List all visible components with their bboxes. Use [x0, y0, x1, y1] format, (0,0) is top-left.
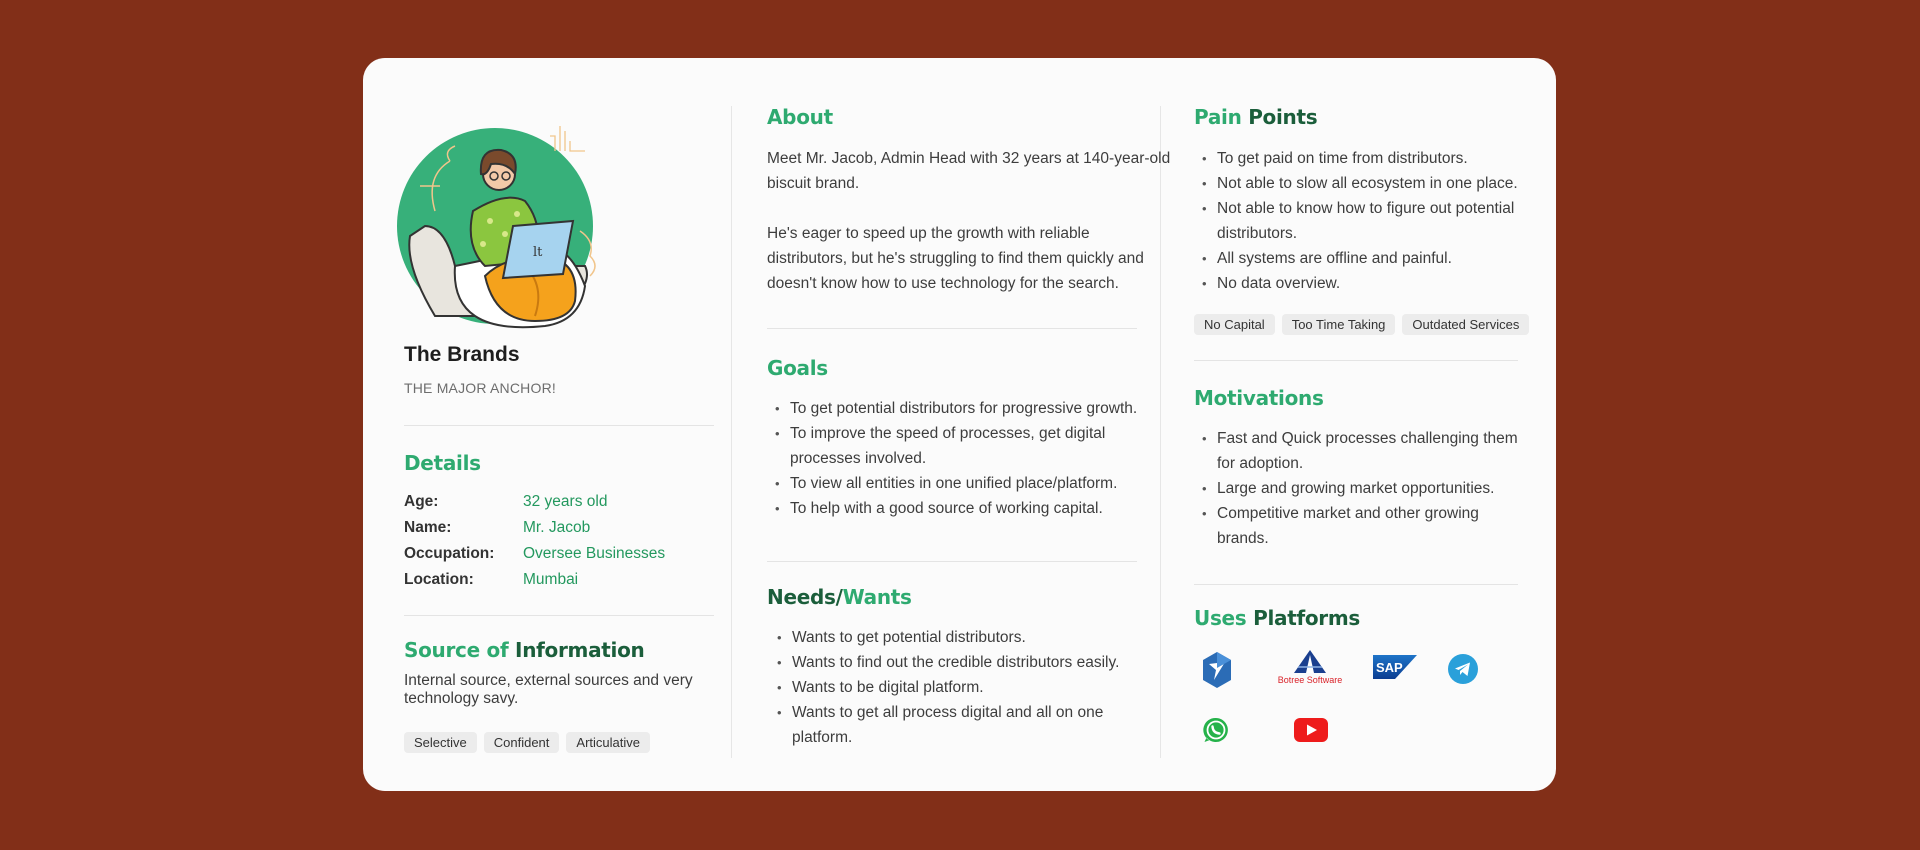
heading-part: Pain — [1194, 105, 1242, 129]
tag: Articulative — [566, 732, 650, 753]
needs-list — [769, 625, 1154, 750]
list-item: • Wants to get potential distributors. — [769, 625, 1154, 650]
list-item: • Fast and Quick processes challenging them for adoption. — [1194, 426, 1534, 476]
about-paragraph-2: He's eager to speed up the growth with reliable distributors, but he's struggling to find them quickly and doesn't know how to use technology for the search. — [767, 225, 1144, 292]
heading-part: Uses — [1194, 606, 1247, 630]
heading-part: Wants — [842, 585, 912, 609]
list-item: • Not able to know how to figure out potential distributors. — [1194, 196, 1534, 246]
botree-logo-icon — [1272, 648, 1348, 686]
tag: No Capital — [1194, 314, 1275, 335]
tag: Too Time Taking — [1282, 314, 1396, 335]
telegram-icon — [1448, 654, 1478, 684]
persona-name: The Brands — [404, 343, 520, 366]
persona-tagline: THE MAJOR ANCHOR! — [404, 380, 556, 396]
list-item: • To get paid on time from distributors. — [1194, 146, 1534, 171]
list-item: • To get potential distributors for progressive growth. — [767, 396, 1172, 421]
heading-part: Points — [1248, 105, 1318, 129]
sap-logo-icon — [1373, 655, 1417, 679]
goals-list — [767, 396, 1172, 521]
svg-text:lt: lt — [533, 245, 543, 260]
arrow-logo-icon — [1200, 650, 1234, 690]
platforms-heading — [1194, 606, 1360, 630]
goals-heading: Goals — [767, 356, 828, 380]
details-heading: Details — [404, 451, 481, 475]
source-heading — [404, 638, 644, 662]
detail-value: Oversee Businesses — [523, 545, 666, 562]
detail-row-name — [404, 515, 665, 541]
detail-row-age — [404, 489, 665, 515]
column-divider — [731, 106, 732, 758]
motivations-list — [1194, 426, 1534, 551]
list-item: • Wants to find out the credible distributors easily. — [769, 650, 1154, 675]
divider — [1194, 360, 1518, 361]
list-item: • Wants to be digital platform. — [769, 675, 1154, 700]
divider — [767, 328, 1137, 329]
about-heading: About — [767, 105, 833, 129]
list-item: • Competitive market and other growing brands. — [1194, 501, 1534, 551]
list-item: • No data overview. — [1194, 271, 1534, 296]
tag: Selective — [404, 732, 477, 753]
tag: Outdated Services — [1402, 314, 1529, 335]
pain-points-heading — [1194, 105, 1317, 129]
needs-heading — [767, 585, 912, 609]
tag: Confident — [484, 732, 560, 753]
pain-motivation-column — [1194, 105, 1534, 768]
heading-part: Needs/ — [767, 585, 843, 609]
list-item: • Large and growing market opportunities. — [1194, 476, 1534, 501]
detail-row-location — [404, 567, 665, 593]
list-item: • Wants to get all process digital and all on one platform. — [769, 700, 1154, 750]
youtube-icon — [1294, 718, 1328, 742]
sap-label: SAP — [1376, 660, 1403, 675]
source-text: Internal source, external sources and very technology savy. — [404, 672, 693, 707]
detail-label: Age: — [404, 493, 439, 510]
pain-points-list — [1194, 146, 1534, 296]
detail-label: Occupation: — [404, 545, 495, 562]
divider — [767, 561, 1137, 562]
heading-part: Source of — [404, 638, 509, 662]
persona-illustration — [395, 116, 610, 331]
detail-label: Name: — [404, 519, 452, 536]
divider — [404, 425, 714, 426]
about-column — [767, 105, 1172, 768]
whatsapp-icon — [1202, 716, 1230, 744]
divider — [404, 615, 714, 616]
list-item: • To improve the speed of processes, get digital processes involved. — [767, 421, 1172, 471]
detail-value: Mr. Jacob — [523, 519, 591, 536]
motivations-heading: Motivations — [1194, 386, 1324, 410]
detail-value: 32 years old — [523, 493, 608, 510]
detail-value: Mumbai — [523, 571, 579, 588]
botree-label: Botree Software — [1277, 675, 1343, 685]
persona-card — [363, 58, 1556, 791]
pain-tags — [1194, 314, 1529, 335]
divider — [1194, 584, 1518, 585]
list-item: • Not able to slow all ecosystem in one place. — [1194, 171, 1534, 196]
list-item: • To view all entities in one unified place/platform. — [767, 471, 1172, 496]
about-paragraph-1: Meet Mr. Jacob, Admin Head with 32 years at 140-year-old biscuit brand. — [767, 150, 1171, 192]
heading-part: Information — [515, 638, 645, 662]
list-item: • All systems are offline and painful. — [1194, 246, 1534, 271]
details-table — [404, 489, 665, 593]
source-tags — [404, 732, 650, 753]
heading-part: Platforms — [1253, 606, 1361, 630]
list-item: • To help with a good source of working capital. — [767, 496, 1172, 521]
detail-row-occupation — [404, 541, 665, 567]
detail-label: Location: — [404, 571, 474, 588]
profile-column — [404, 108, 714, 768]
